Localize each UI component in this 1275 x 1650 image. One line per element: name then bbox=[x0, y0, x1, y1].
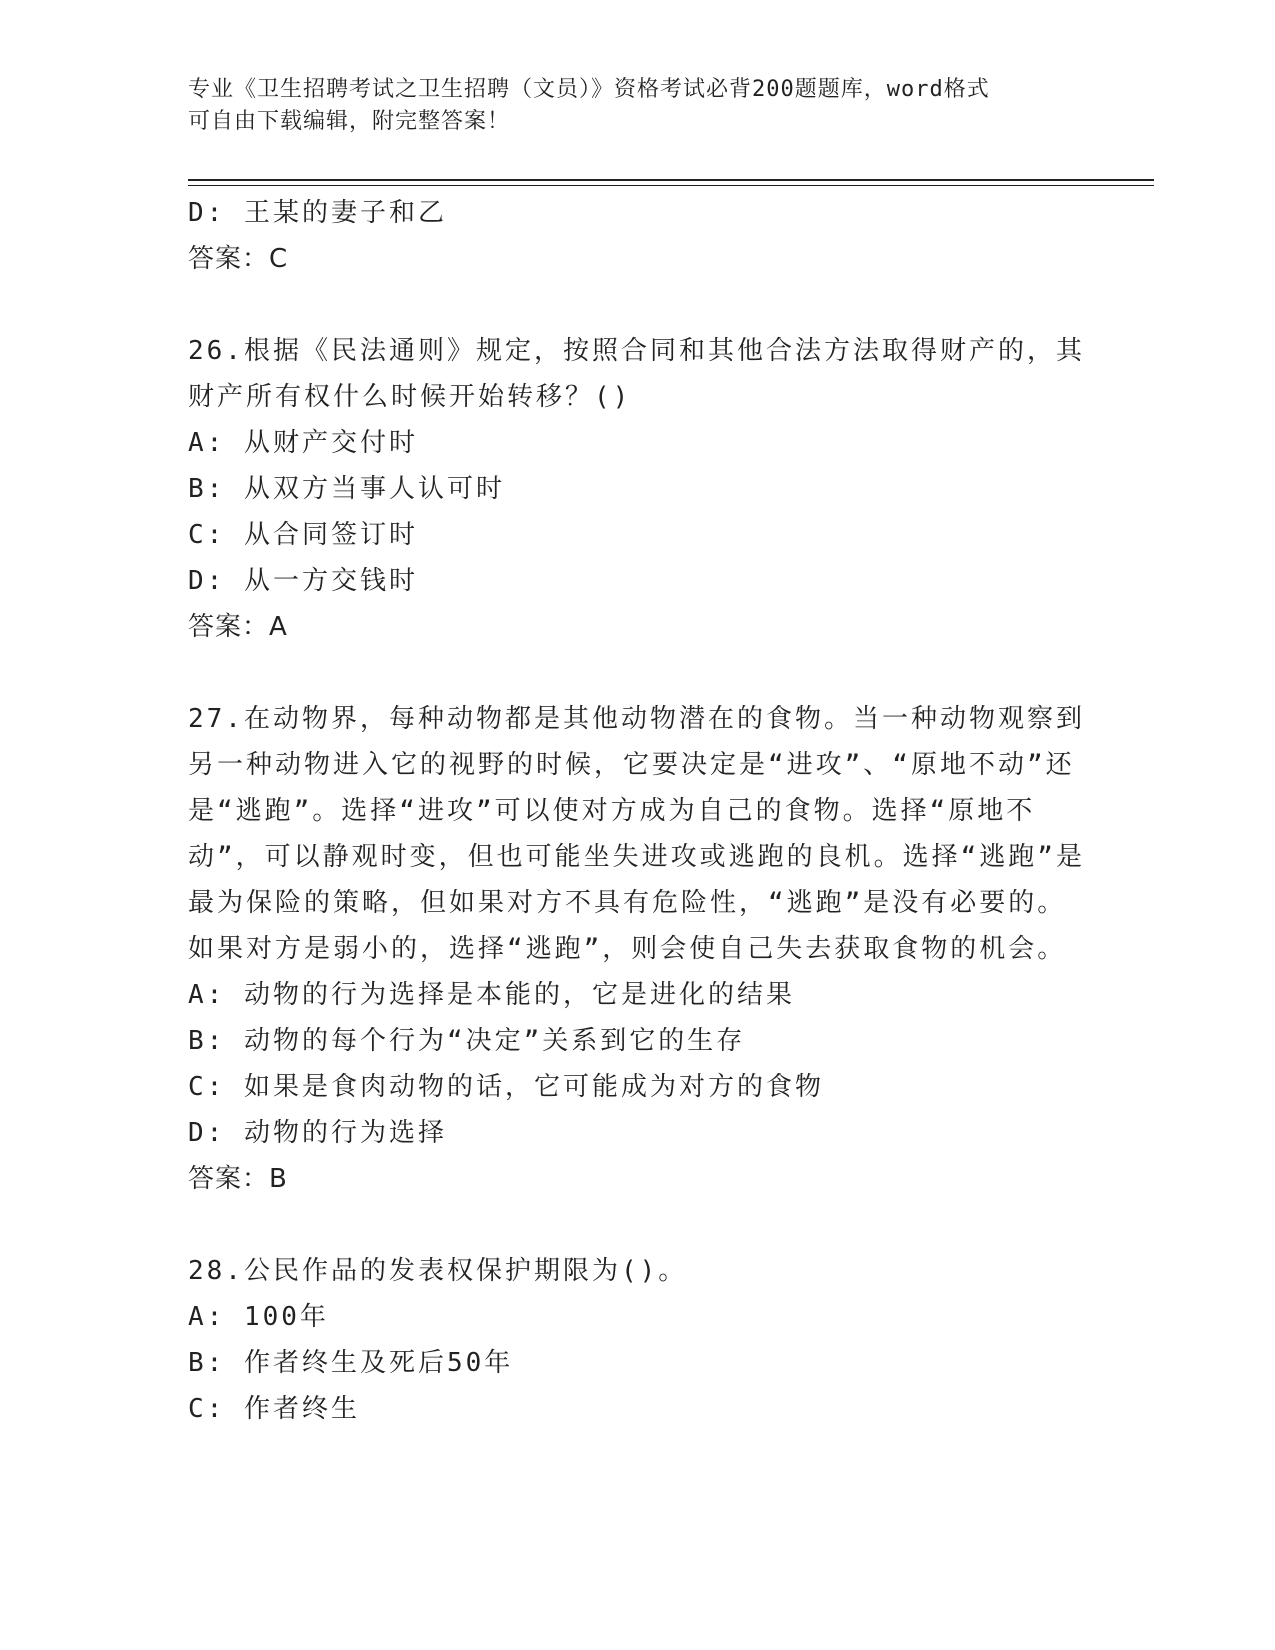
option-c: C: 作者终生 bbox=[188, 1394, 360, 1424]
question-28 bbox=[188, 1248, 1088, 1432]
header-line-2: 可自由下载编辑，附完整答案！ bbox=[188, 109, 511, 134]
question-27 bbox=[188, 696, 1088, 1202]
header-divider bbox=[188, 179, 1154, 181]
question-26 bbox=[188, 328, 1088, 650]
header-divider-thin bbox=[188, 185, 1154, 186]
option-c: C: 如果是食肉动物的话，它可能成为对方的食物 bbox=[188, 1072, 824, 1102]
document-header bbox=[188, 74, 1088, 138]
option-d: D: 王某的妻子和乙 bbox=[188, 198, 447, 228]
document-body bbox=[188, 190, 1088, 1432]
option-b: B: 作者终生及死后50年 bbox=[188, 1348, 514, 1378]
spacer bbox=[188, 1202, 1088, 1248]
option-a: A: 100年 bbox=[188, 1302, 329, 1332]
question-stem: 27.在动物界，每种动物都是其他动物潜在的食物。当一种动物观察到另一种动物进入它的视野的时候，它要决定是“进攻”、“原地不动”还是“逃跑”。选择“进攻”可以使对方成为自己的食物。选择“原地不动”，可以静观时变，但也可能坐失进攻或逃跑的良机。选择“逃跑”是最为保险的策略，但如果对方不具有危险性，“逃跑”是没有必要的。如果对方是弱小的，选择“逃跑”，则会使自己失去获取食物的机会。 bbox=[188, 704, 1085, 964]
question-stem: 26.根据《民法通则》规定，按照合同和其他合法方法取得财产的，其财产所有权什么时候开始转移？() bbox=[188, 336, 1085, 412]
question-25-tail bbox=[188, 190, 1088, 282]
option-d: D: 动物的行为选择 bbox=[188, 1118, 447, 1148]
answer-label: 答案：C bbox=[188, 244, 289, 274]
option-a: A: 动物的行为选择是本能的，它是进化的结果 bbox=[188, 980, 795, 1010]
option-a: A: 从财产交付时 bbox=[188, 428, 418, 458]
option-b: B: 动物的每个行为“决定”关系到它的生存 bbox=[188, 1026, 746, 1056]
option-c: C: 从合同签订时 bbox=[188, 520, 418, 550]
option-d: D: 从一方交钱时 bbox=[188, 566, 418, 596]
spacer bbox=[188, 650, 1088, 696]
question-stem: 28.公民作品的发表权保护期限为()。 bbox=[188, 1256, 688, 1286]
answer-label: 答案：B bbox=[188, 1164, 288, 1194]
header-line-1: 专业《卫生招聘考试之卫生招聘（文员）》资格考试必背200题题库，word格式 bbox=[188, 77, 990, 102]
answer-label: 答案：A bbox=[188, 612, 288, 642]
option-b: B: 从双方当事人认可时 bbox=[188, 474, 505, 504]
spacer bbox=[188, 282, 1088, 328]
